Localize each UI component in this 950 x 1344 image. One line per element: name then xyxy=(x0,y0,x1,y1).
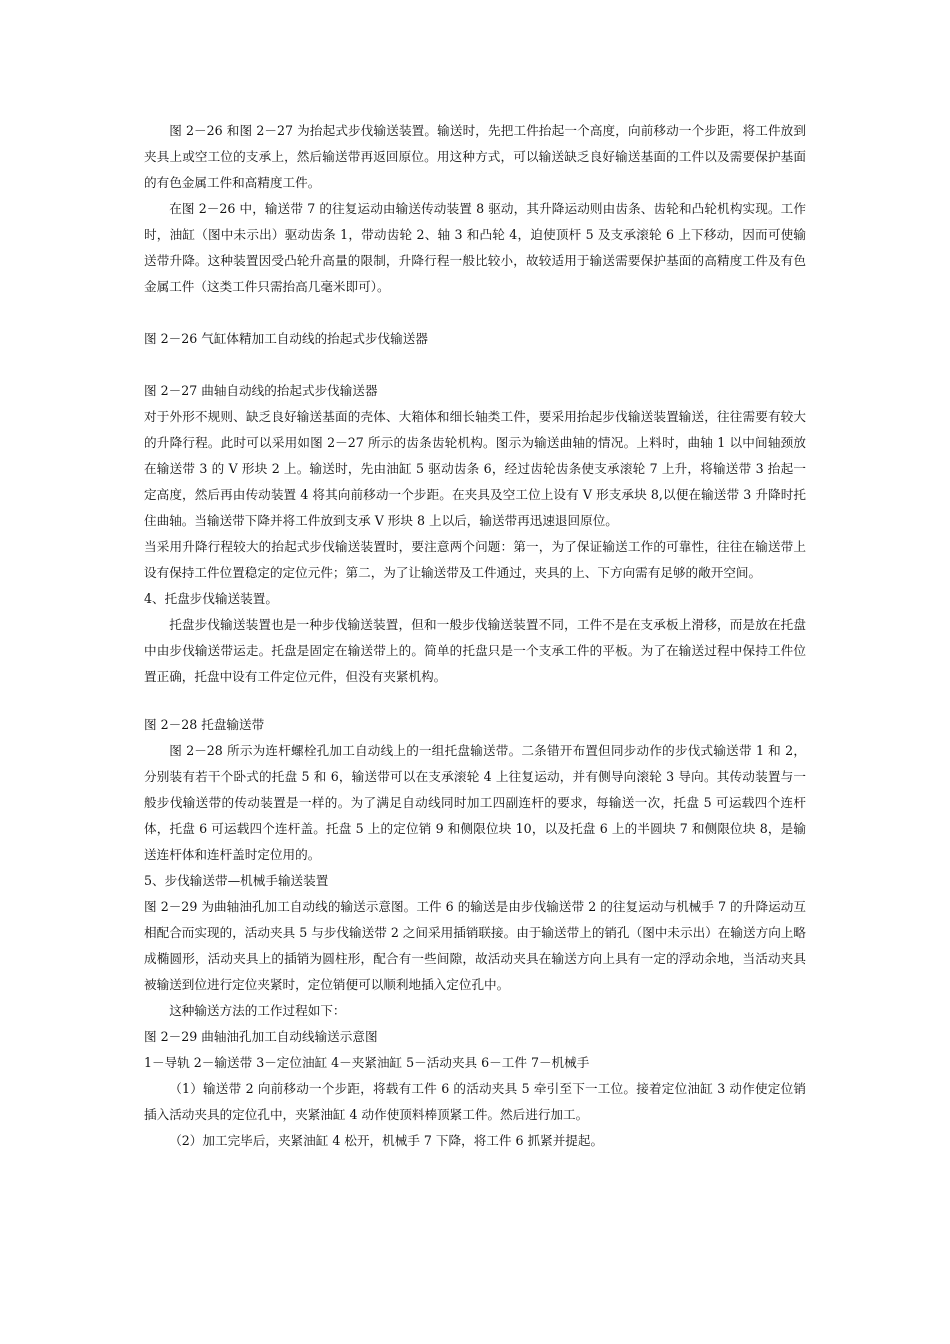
paragraph-fig-2-28-description: 图 2－28 所示为连杆螺栓孔加工自动线上的一组托盘输送带。二条错开布置但同步动作的步伐式输送带 1 和 2，分别装有若干个卧式的托盘 5 和 6，输送带可以在支承滚轮 4 上往复运动，并有侧导向滚轮 3 导向。其传动装置与一般步伐输送带的传动装置是一样的。为了满足自动线同时加工四副连杆的要求，每输送一次，托盘 5 可运载四个连杆体，托盘 6 可运载四个连杆盖。托盘 5 上的定位销 9 和侧限位块 10，以及托盘 6 上的半圆块 7 和侧限位块 8，是输送连杆体和连杆盖时定位用的。 xyxy=(144,743,806,862)
paragraph-fig-2-29-description: 图 2－29 为曲轴油孔加工自动线的输送示意图。工件 6 的输送是由步伐输送带 2 的往复运动与机械手 7 的升降运动互相配合而实现的，活动夹具 5 与步伐输送带 2 之间采用插销联接。由于输送带上的销孔（图中未示出）在输送方向上略成椭圆形，活动夹具上的插销为圆柱形，配合有一些间隙，故活动夹具在输送方向上具有一定的浮动余地，当活动夹具被输送到位进行定位夹紧时，定位销便可以顺利地插入定位孔中。 xyxy=(144,899,806,992)
process-step-2: （2）加工完毕后，夹紧油缸 4 松开，机械手 7 下降，将工件 6 抓紧并提起。 xyxy=(169,1133,604,1148)
figure-placeholder xyxy=(144,690,806,712)
figure-caption-2-28: 图 2－28 托盘输送带 xyxy=(144,717,265,732)
paragraph-lift-notes: 当采用升降行程较大的抬起式步伐输送装置时，要注意两个问题：第一，为了保证输送工作的可靠性，往往在输送带上设有保持工件位置稳定的定位元件；第二，为了让输送带及工件通过，夹具的上、下方向需有足够的敞开空间。 xyxy=(144,539,806,580)
figure-caption-2-29: 图 2－29 曲轴油孔加工自动线输送示意图 xyxy=(144,1029,378,1044)
figure-caption-2-26: 图 2－26 气缸体精加工自动线的抬起式步伐输送器 xyxy=(144,331,428,346)
process-step-1: （1）输送带 2 向前移动一个步距，将载有工件 6 的活动夹具 5 牵引至下一工位。接着定位油缸 3 动作使定位销插入活动夹具的定位孔中，夹紧油缸 4 动作使顶料棒顶紧工件。然后进行加工。 xyxy=(144,1081,806,1122)
paragraph-pallet-conveyor: 托盘步伐输送装置也是一种步伐输送装置，但和一般步伐输送装置不同，工件不是在支承板上滑移，而是放在托盘中由步伐输送带运走。托盘是固定在输送带上的。简单的托盘只是一个支承工件的平板。为了在输送过程中保持工件位置正确，托盘中设有工件定位元件，但没有夹紧机构。 xyxy=(144,617,806,684)
paragraph-fig-2-26-description: 在图 2－26 中，输送带 7 的往复运动由输送传动装置 8 驱动，其升降运动则由齿条、齿轮和凸轮机构实现。工作时，油缸（图中未示出）驱动齿条 1，带动齿轮 2、轴 3 和凸轮 4，迫使顶杆 5 及支承滚轮 6 上下移动，因而可使输送带升降。这种装置因受凸轮升高量的限制，升降行程一般比较小，故较适用于输送需要保护基面的高精度工件及有色金属工件（这类工件只需抬高几毫米即可）。 xyxy=(144,201,806,294)
paragraph-process-intro: 这种输送方法的工作过程如下： xyxy=(169,1003,346,1018)
figure-placeholder xyxy=(144,352,806,378)
figure-placeholder xyxy=(144,300,806,326)
figure-legend-2-29: 1－导轨 2－输送带 3－定位油缸 4－夹紧油缸 5－活动夹具 6－工件 7－机械手 xyxy=(144,1055,590,1070)
paragraph-fig-2-27-description: 对于外形不规则、缺乏良好输送基面的壳体、大箱体和细长轴类工件，要采用抬起步伐输送装置输送，往往需要有较大的升降行程。此时可以采用如图 2－27 所示的齿条齿轮机构。图示为输送曲轴的情况。上料时，曲轴 1 以中间轴颈放在输送带 3 的 V 形块 2 上。输送时，先由油缸 5 驱动齿条 6，经过齿轮齿条使支承滚轮 7 上升，将输送带 3 抬起一定高度，然后再由传动装置 4 将其向前移动一个步距。在夹具及空工位上设有 V 形支承块 8,以便在输送带 3 升降时托住曲轴。当输送带下降并将工件放到支承 V 形块 8 上以后，输送带再迅速退回原位。 xyxy=(144,409,806,528)
paragraph-intro: 图 2－26 和图 2－27 为抬起式步伐输送装置。输送时，先把工件抬起一个高度，向前移动一个步距，将工件放到夹具上或空工位的支承上，然后输送带再返回原位。用这种方式，可以输送缺乏良好输送基面的工件以及需要保护基面的有色金属工件和高精度工件。 xyxy=(144,123,806,190)
section-heading-5: 5、步伐输送带—机械手输送装置 xyxy=(144,873,329,888)
document-body xyxy=(144,118,806,1154)
figure-caption-2-27: 图 2－27 曲轴自动线的抬起式步伐输送器 xyxy=(144,383,378,398)
section-heading-4: 4、托盘步伐输送装置。 xyxy=(144,591,278,606)
